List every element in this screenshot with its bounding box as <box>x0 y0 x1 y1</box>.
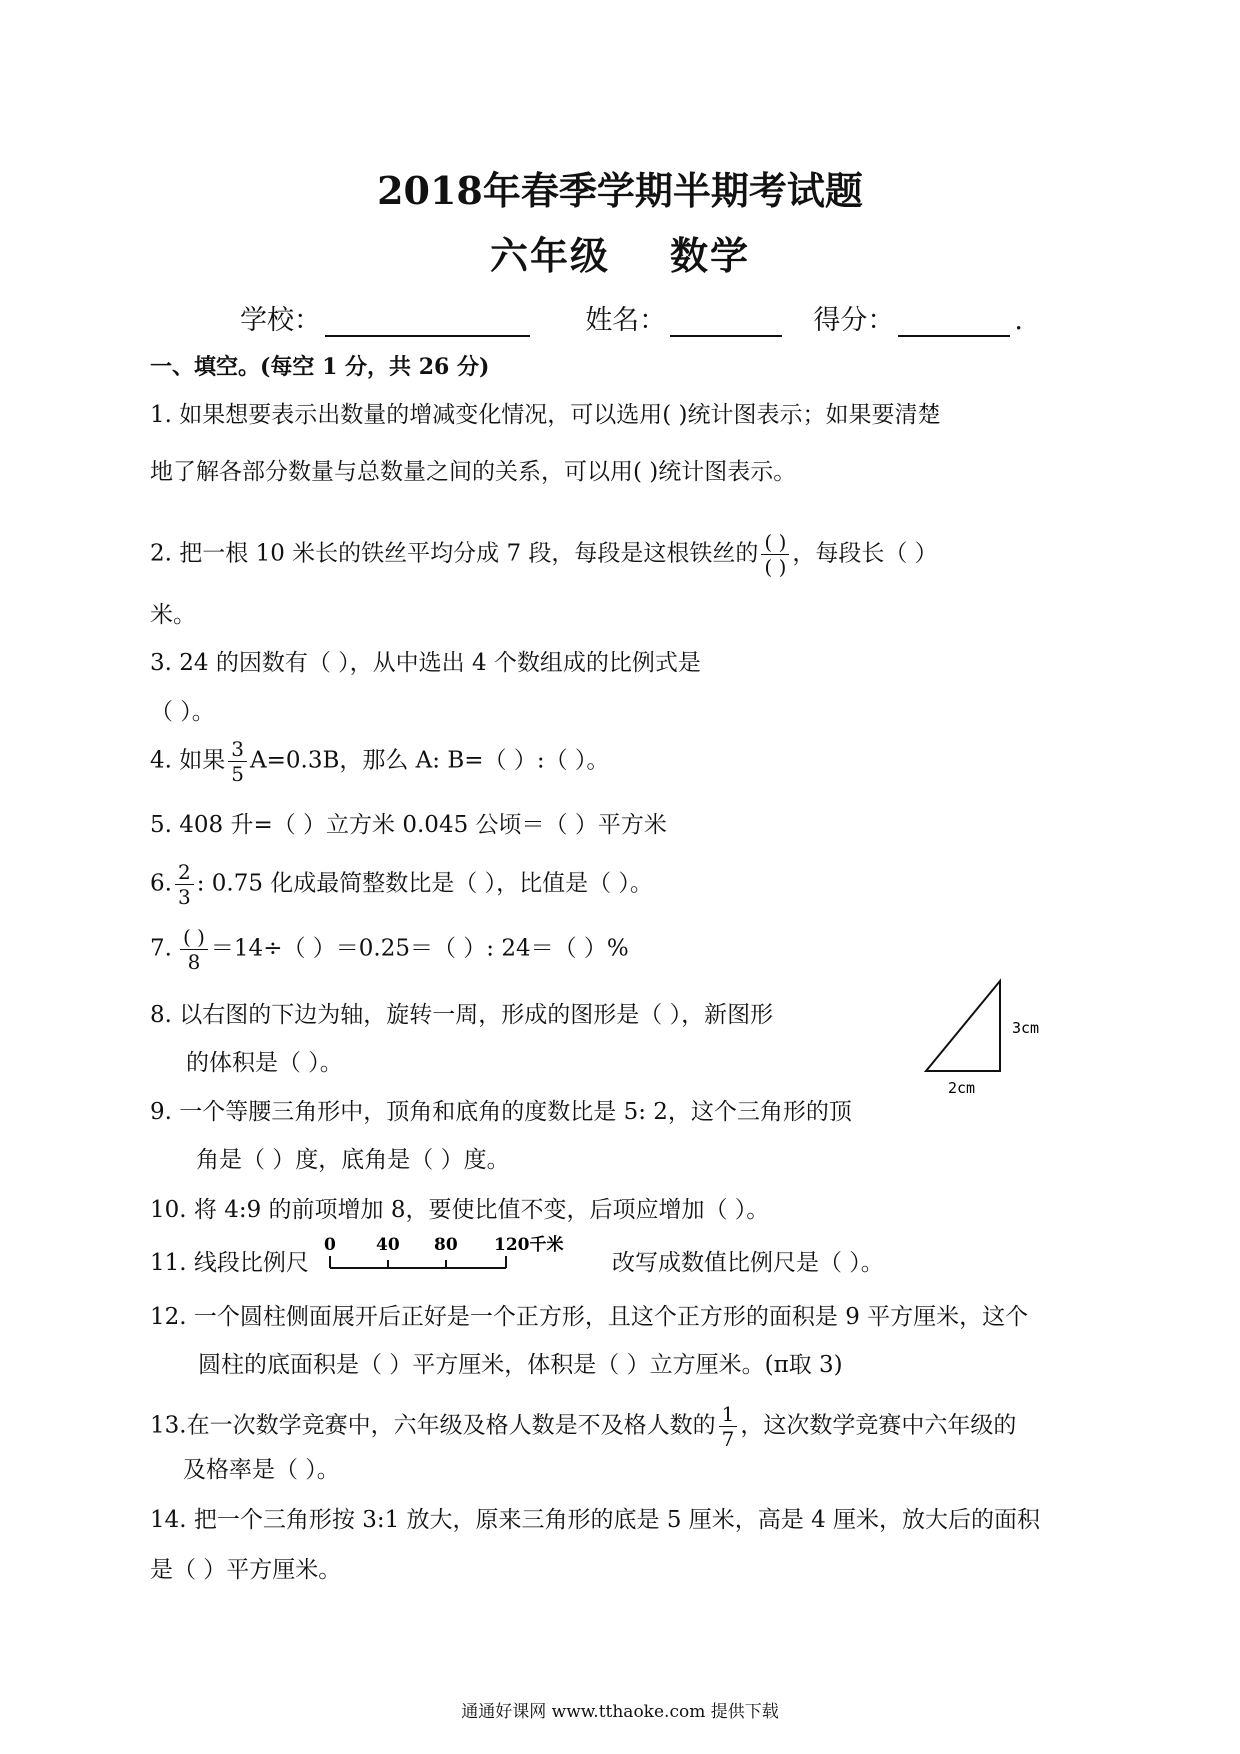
question-2-text-b: ，每段长（ ） <box>792 540 938 567</box>
student-info-line <box>240 298 1023 337</box>
ruler-label: 40 <box>376 1235 400 1255</box>
fraction-numerator: 1 <box>719 1402 738 1427</box>
fraction-denominator: 7 <box>721 1427 735 1451</box>
question-8-line-2: 的体积是（ ）。 <box>186 1050 343 1076</box>
question-13-fraction <box>719 1402 738 1451</box>
section-heading: 一、填空。(每空 1 分，共 26 分) <box>150 354 490 380</box>
question-12-line-1: 12. 一个圆柱侧面展开后正好是一个正方形，且这个正方形的面积是 9 平方厘米，这个 <box>150 1304 1029 1330</box>
subject-label: 数学 <box>670 233 751 278</box>
question-11-text: 改写成数值比例尺是（ ）。 <box>612 1250 884 1276</box>
question-4-text: 4. 如果 <box>150 747 226 774</box>
fraction-numerator: 2 <box>175 860 194 885</box>
grade-label: 六年级 <box>489 233 610 278</box>
ruler-label: 120千米 <box>494 1235 564 1255</box>
fraction-numerator: ( ) <box>761 530 789 555</box>
score-blank[interactable] <box>898 307 1010 337</box>
question-14-line-2: 是（ ）平方厘米。 <box>150 1557 342 1583</box>
question-6 <box>150 860 653 909</box>
ruler-label: 0 <box>324 1235 336 1255</box>
triangle-base-label: 2cm <box>948 1079 976 1095</box>
school-blank[interactable] <box>325 307 530 337</box>
score-end: . <box>1014 305 1023 336</box>
question-6-text: : 0.75 化成最简整数比是（ ），比值是（ ）。 <box>196 870 653 897</box>
question-9-line-2: 角是（ ）度，底角是（ ）度。 <box>196 1147 510 1173</box>
question-7-number: 7. <box>150 935 172 962</box>
question-1-line-1: 1. 如果想要表示出数量的增减变化情况，可以选用( )统计图表示；如果要清楚 <box>150 402 941 428</box>
question-1-line-2: 地了解各部分数量与总数量之间的关系，可以用( )统计图表示。 <box>150 459 797 485</box>
question-2-fraction <box>761 530 789 579</box>
question-2-text: 2. 把一根 10 米长的铁丝平均分成 7 段，每段是这根铁丝的 <box>150 540 759 567</box>
question-2-line-1 <box>150 530 938 579</box>
name-label: 姓名： <box>585 305 667 336</box>
question-13-text: 13.在一次数学竞赛中，六年级及格人数是不及格人数的 <box>150 1412 716 1439</box>
footer-credit: 通通好课网 www.tthaoke.com 提供下载 <box>461 1702 779 1722</box>
question-11-label: 11. 线段比例尺 <box>150 1250 309 1276</box>
triangle-shape <box>926 981 1000 1071</box>
score-label: 得分： <box>813 305 895 336</box>
question-12-line-2: 圆柱的底面积是（ ）平方厘米，体积是（ ）立方厘米。(π取 3) <box>198 1352 843 1378</box>
fraction-denominator: 5 <box>231 762 244 786</box>
fraction-denominator: ( ) <box>764 555 787 579</box>
question-10: 10. 将 4:9 的前项增加 8，要使比值不变，后项应增加（ ）。 <box>150 1197 770 1223</box>
fraction-numerator: ( ) <box>180 925 208 950</box>
question-9-line-1: 9. 一个等腰三角形中，顶角和底角的度数比是 5: 2，这个三角形的顶 <box>150 1099 852 1125</box>
question-13-text-b: ，这次数学竞赛中六年级的 <box>740 1412 1017 1439</box>
question-14-line-1: 14. 把一个三角形按 3:1 放大，原来三角形的底是 5 厘米，高是 4 厘米，放大后的面积 <box>150 1507 1041 1533</box>
ruler-label: 80 <box>434 1235 458 1255</box>
fraction-denominator: 8 <box>187 950 201 974</box>
question-13-line-2: 及格率是（ ）。 <box>183 1457 340 1483</box>
question-13-line-1 <box>150 1402 1016 1451</box>
question-4-text-b: A=0.3B，那么 A: B=（ ）:（ ）。 <box>250 747 610 774</box>
question-6-number: 6. <box>150 870 172 897</box>
fraction-numerator: 3 <box>228 737 247 762</box>
question-7 <box>150 925 629 974</box>
question-3-line-2: （ ）。 <box>150 699 215 725</box>
question-3-line-1: 3. 24 的因数有（ ），从中选出 4 个数组成的比例式是 <box>150 650 701 676</box>
right-triangle-figure <box>920 975 1060 1095</box>
fraction-denominator: 3 <box>177 885 191 909</box>
question-8-line-1: 8. 以右图的下边为轴，旋转一周，形成的图形是（ ），新图形 <box>150 1002 774 1028</box>
question-2-line-2: 米。 <box>150 602 196 628</box>
question-5: 5. 408 升=（ ）立方米 0.045 公顷＝（ ）平方米 <box>150 812 667 838</box>
question-4 <box>150 737 609 786</box>
question-7-text: ＝14÷（ ）＝0.25＝（ ）: 24＝（ ）% <box>210 935 629 962</box>
school-label: 学校： <box>240 305 321 336</box>
question-7-fraction <box>180 925 208 974</box>
exam-title: 2018年春季学期半期考试题 <box>377 168 863 213</box>
grade-subject <box>0 225 1240 280</box>
question-6-fraction <box>175 860 194 909</box>
name-blank[interactable] <box>670 307 782 337</box>
question-4-fraction <box>228 737 247 786</box>
triangle-height-label: 3cm <box>1012 1019 1040 1037</box>
line-scale-ruler <box>318 1228 598 1280</box>
